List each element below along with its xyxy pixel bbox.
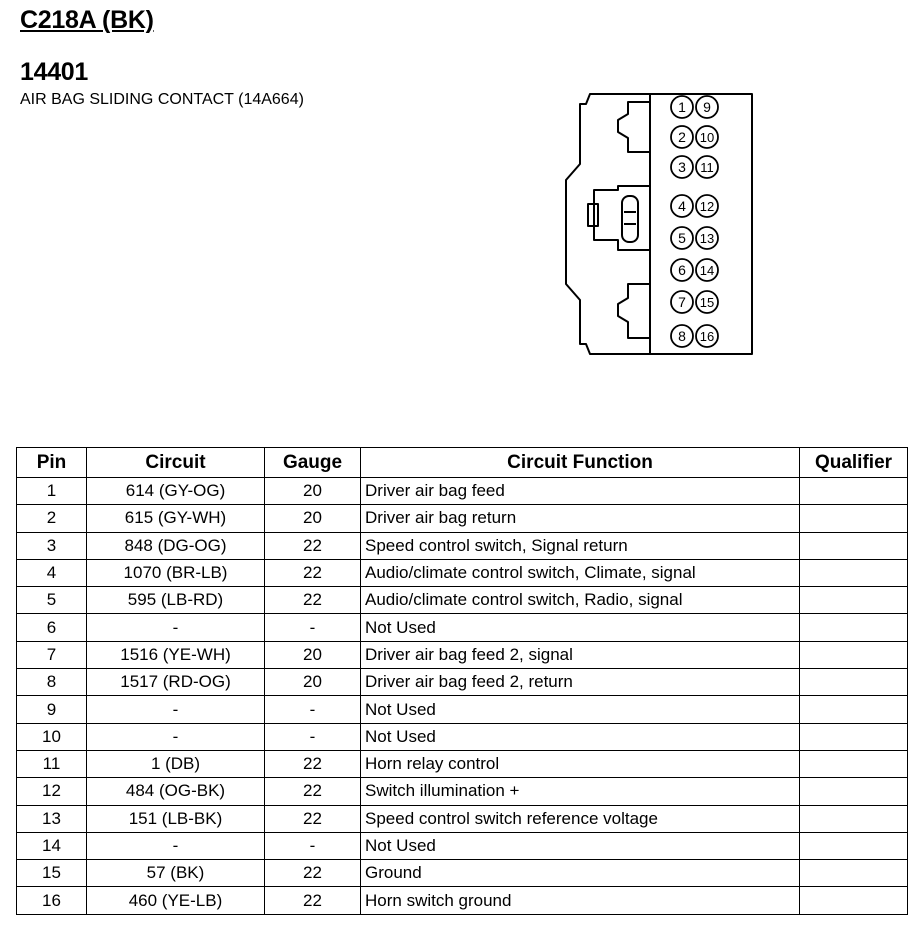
pin-cell: 13 (17, 805, 87, 832)
pin-number-label: 13 (699, 231, 715, 246)
circuit-cell: 57 (BK) (87, 860, 265, 887)
pin-number-label: 11 (700, 160, 714, 175)
pin-table-body (17, 478, 908, 915)
gauge-cell: 22 (265, 805, 361, 832)
table-row (17, 778, 908, 805)
circuit-cell: 460 (YE-LB) (87, 887, 265, 914)
gauge-cell: 20 (265, 505, 361, 532)
circuit-cell: 1 (DB) (87, 750, 265, 777)
qualifier-cell (800, 832, 908, 859)
circuit-function-cell: Speed control switch reference voltage (361, 805, 800, 832)
qualifier-cell (800, 723, 908, 750)
table-row (17, 860, 908, 887)
pin-cavities (671, 96, 718, 347)
pin-number-label: 8 (678, 328, 686, 344)
pin-number-label: 4 (678, 198, 686, 214)
connector-id-title: C218A (BK) (20, 6, 154, 34)
table-row (17, 696, 908, 723)
qualifier-cell (800, 669, 908, 696)
table-row (17, 832, 908, 859)
pin-number-label: 2 (678, 129, 686, 145)
upper-latch-notch (618, 102, 650, 152)
pin-cell: 5 (17, 587, 87, 614)
circuit-function-cell: Driver air bag feed 2, signal (361, 641, 800, 668)
part-number: 14401 (20, 58, 89, 86)
gauge-cell: 22 (265, 887, 361, 914)
pin-number-label: 14 (699, 263, 715, 278)
gauge-cell: 20 (265, 641, 361, 668)
pin-cell: 8 (17, 669, 87, 696)
table-row (17, 614, 908, 641)
table-row (17, 505, 908, 532)
table-row (17, 641, 908, 668)
gauge-cell: 22 (265, 532, 361, 559)
circuit-function-cell: Horn switch ground (361, 887, 800, 914)
circuit-cell: 614 (GY-OG) (87, 478, 265, 505)
circuit-function-cell: Audio/climate control switch, Climate, signal (361, 559, 800, 586)
qualifier-cell (800, 532, 908, 559)
gauge-cell: 22 (265, 750, 361, 777)
qualifier-cell (800, 505, 908, 532)
pin-cell: 1 (17, 478, 87, 505)
qualifier-cell (800, 587, 908, 614)
pin-cell: 14 (17, 832, 87, 859)
circuit-cell: 848 (DG-OG) (87, 532, 265, 559)
gauge-cell: 22 (265, 587, 361, 614)
gauge-cell: 22 (265, 559, 361, 586)
circuit-function-cell: Not Used (361, 614, 800, 641)
circuit-cell: 1517 (RD-OG) (87, 669, 265, 696)
table-header-row (17, 448, 908, 478)
pin-number-label: 9 (703, 99, 711, 115)
pin-table (16, 447, 908, 915)
circuit-function-cell: Not Used (361, 696, 800, 723)
circuit-cell: - (87, 723, 265, 750)
qualifier-cell (800, 750, 908, 777)
pin-cell: 10 (17, 723, 87, 750)
pin-cell: 11 (17, 750, 87, 777)
circuit-cell: - (87, 696, 265, 723)
gauge-cell: - (265, 832, 361, 859)
pin-cell: 3 (17, 532, 87, 559)
qualifier-cell (800, 614, 908, 641)
pin-cell: 16 (17, 887, 87, 914)
pin-number-label: 15 (699, 295, 715, 310)
qualifier-cell (800, 887, 908, 914)
gauge-cell: - (265, 614, 361, 641)
qualifier-cell (800, 696, 908, 723)
table-row (17, 750, 908, 777)
pin-number-label: 1 (678, 99, 686, 115)
column-header-circuit-function: Circuit Function (361, 448, 800, 478)
pin-number-label: 3 (678, 159, 686, 175)
qualifier-cell (800, 641, 908, 668)
circuit-function-cell: Switch illumination + (361, 778, 800, 805)
circuit-cell: 595 (LB-RD) (87, 587, 265, 614)
table-row (17, 805, 908, 832)
gauge-cell: 22 (265, 778, 361, 805)
table-row (17, 723, 908, 750)
connector-face-diagram (558, 88, 758, 358)
column-header-qualifier: Qualifier (800, 448, 908, 478)
qualifier-cell (800, 860, 908, 887)
pin-cell: 2 (17, 505, 87, 532)
qualifier-cell (800, 478, 908, 505)
gauge-cell: - (265, 723, 361, 750)
circuit-function-cell: Driver air bag feed 2, return (361, 669, 800, 696)
gauge-cell: 22 (265, 860, 361, 887)
qualifier-cell (800, 559, 908, 586)
column-header-gauge: Gauge (265, 448, 361, 478)
pin-number-label: 16 (699, 329, 715, 344)
table-row (17, 478, 908, 505)
table-row (17, 669, 908, 696)
qualifier-cell (800, 805, 908, 832)
table-row (17, 587, 908, 614)
pin-number-label: 7 (678, 294, 686, 310)
column-header-pin: Pin (17, 448, 87, 478)
circuit-cell: 151 (LB-BK) (87, 805, 265, 832)
circuit-function-cell: Horn relay control (361, 750, 800, 777)
circuit-cell: 484 (OG-BK) (87, 778, 265, 805)
circuit-cell: - (87, 614, 265, 641)
circuit-function-cell: Driver air bag feed (361, 478, 800, 505)
pin-number-label: 10 (699, 130, 715, 145)
circuit-function-cell: Speed control switch, Signal return (361, 532, 800, 559)
gauge-cell: - (265, 696, 361, 723)
gauge-cell: 20 (265, 669, 361, 696)
column-header-circuit: Circuit (87, 448, 265, 478)
circuit-cell: 1070 (BR-LB) (87, 559, 265, 586)
circuit-cell: 1516 (YE-WH) (87, 641, 265, 668)
pin-cell: 6 (17, 614, 87, 641)
pin-number-label: 12 (699, 199, 715, 214)
circuit-cell: - (87, 832, 265, 859)
circuit-cell: 615 (GY-WH) (87, 505, 265, 532)
pin-cell: 7 (17, 641, 87, 668)
pin-number-label: 5 (678, 230, 686, 246)
circuit-function-cell: Driver air bag return (361, 505, 800, 532)
connector-description: AIR BAG SLIDING CONTACT (14A664) (20, 91, 304, 108)
circuit-function-cell: Audio/climate control switch, Radio, signal (361, 587, 800, 614)
circuit-function-cell: Not Used (361, 723, 800, 750)
pin-cell: 9 (17, 696, 87, 723)
key-slot (622, 196, 638, 242)
table-row (17, 887, 908, 914)
qualifier-cell (800, 778, 908, 805)
pin-cell: 12 (17, 778, 87, 805)
pin-number-label: 6 (678, 262, 686, 278)
table-row (17, 532, 908, 559)
circuit-function-cell: Ground (361, 860, 800, 887)
table-row (17, 559, 908, 586)
circuit-function-cell: Not Used (361, 832, 800, 859)
pin-cell: 4 (17, 559, 87, 586)
gauge-cell: 20 (265, 478, 361, 505)
lower-latch-notch (618, 284, 650, 338)
pin-cell: 15 (17, 860, 87, 887)
